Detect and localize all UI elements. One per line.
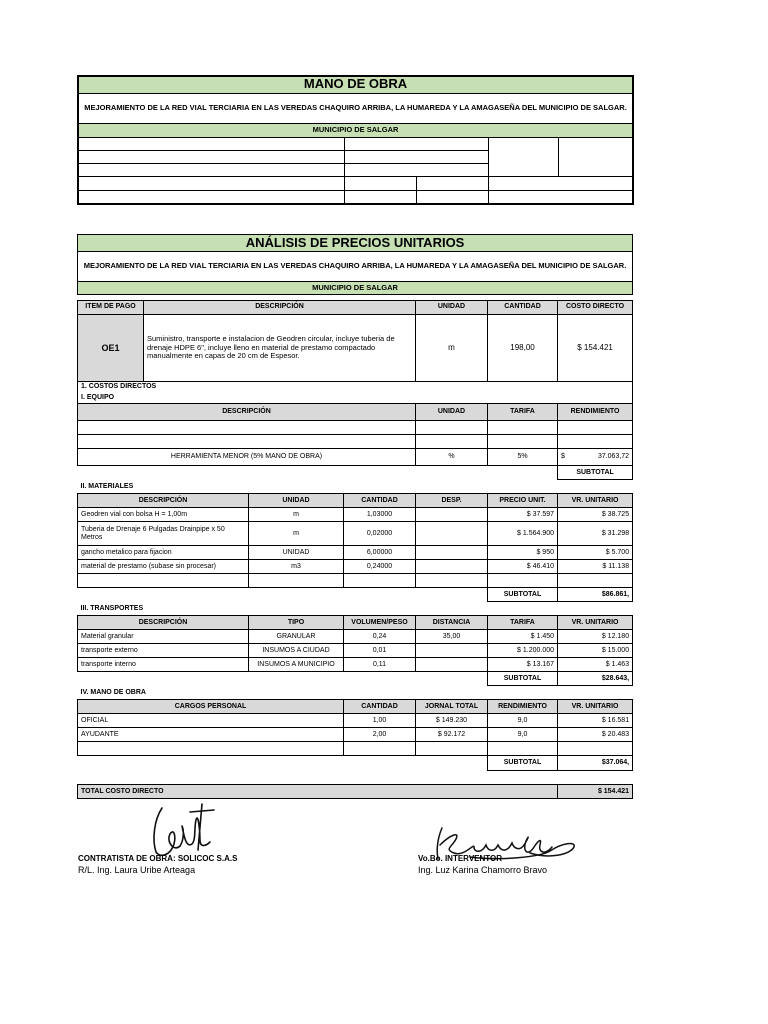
- interventor-block: [418, 854, 547, 875]
- total-label: TOTAL COSTO DIRECTO: [78, 785, 558, 799]
- table-row: gancho metalico para fijacion UNIDAD 6,00000 $ 950 $ 5.700: [78, 546, 633, 560]
- equipo-unidad: %: [416, 449, 488, 466]
- tr-header-desc: DESCRIPCIÓN: [78, 616, 249, 630]
- mat-header-precio: PRECIO UNIT.: [488, 494, 558, 508]
- equipo-header-unidad: UNIDAD: [416, 404, 488, 421]
- mo-header-rend: RENDIMIENTO: [488, 700, 558, 714]
- tr-subtotal-label: SUBTOTAL: [488, 672, 558, 686]
- mat-header-unidad: UNIDAD: [249, 494, 344, 508]
- mat-subtotal: $86.861,: [558, 588, 633, 602]
- mo-header-vr: VR. UNITARIO: [558, 700, 633, 714]
- header-costo-directo: COSTO DIRECTO: [558, 301, 633, 315]
- tr-header-tarifa: TARIFA: [488, 616, 558, 630]
- equipo-header-rend: RENDIMIENTO: [558, 404, 633, 421]
- item-description: Suministro, transporte e instalacion de Geodren circular, incluye tuberia de drenaje HDPE 6", incluye lleno en material de prestamo compactado manualmente en capas de 20 cm de Espesor.: [144, 315, 416, 382]
- tr-subtotal: $28.643,: [558, 672, 633, 686]
- mo-header-cargos: CARGOS PERSONAL: [78, 700, 344, 714]
- header-unidad: UNIDAD: [416, 301, 488, 315]
- mat-header-desc: DESCRIPCIÓN: [78, 494, 249, 508]
- mat-header-vr: VR. UNITARIO: [558, 494, 633, 508]
- mat-header-cantidad: CANTIDAD: [344, 494, 416, 508]
- mo-subtotal: $37.064,: [558, 756, 633, 771]
- equipo-header-tarifa: TARIFA: [488, 404, 558, 421]
- apu-municipio: MUNICIPIO DE SALGAR: [78, 282, 633, 295]
- apu-table: [77, 234, 633, 799]
- table-row: Material granular GRANULAR 0,24 35,00 $ 1.450 $ 12.180: [78, 630, 633, 644]
- costos-directos-label: 1. COSTOS DIRECTOS: [78, 382, 633, 393]
- contratista-label: CONTRATISTA DE OBRA: SOLICOC S.A.S: [78, 854, 238, 863]
- table-row: material de prestamo (subase sin procesar) m3 0,24000 $ 46.410 $ 11.138: [78, 560, 633, 574]
- header-descripcion: DESCRIPCIÓN: [144, 301, 416, 315]
- mat-header-desp: DESP.: [416, 494, 488, 508]
- item-code: OE1: [78, 315, 144, 382]
- tr-header-tipo: TIPO: [249, 616, 344, 630]
- table-row: OFICIAL 1,00 $ 149.230 9,0 $ 16.581: [78, 714, 633, 728]
- mo-subtotal-label: SUBTOTAL: [488, 756, 558, 771]
- mano-obra-section-label: IV. MANO DE OBRA: [80, 688, 146, 696]
- mano-de-obra-table: [77, 75, 634, 205]
- equipo-header-desc: DESCRIPCIÓN: [78, 404, 416, 421]
- table-row: Geodren vial con bolsa H = 1,00m m 1,03000 $ 37.597 $ 38.725: [78, 508, 633, 522]
- materiales-label: II. MATERIALES: [80, 482, 134, 490]
- item-cantidad: 198,00: [488, 315, 558, 382]
- header-item: ITEM DE PAGO: [78, 301, 144, 315]
- item-costo: $ 154.421: [558, 315, 633, 382]
- mat-subtotal-label: SUBTOTAL: [488, 588, 558, 602]
- tr-header-dist: DISTANCIA: [416, 616, 488, 630]
- contratista-signature-icon: [140, 800, 220, 862]
- table-row: transporte interno INSUMOS A MUNICIPIO 0,11 $ 13.167 $ 1.463: [78, 658, 633, 672]
- transportes-label: III. TRANSPORTES: [80, 604, 144, 612]
- table-row: AYUDANTE 2,00 $ 92.172 9,0 $ 20.483: [78, 728, 633, 742]
- interventor-name: Ing. Luz Karina Chamorro Bravo: [418, 865, 548, 875]
- apu-title: ANÁLISIS DE PRECIOS UNITARIOS: [78, 235, 633, 252]
- equipo-label: I. EQUIPO: [78, 393, 633, 404]
- header-cantidad: CANTIDAD: [488, 301, 558, 315]
- interventor-label: Vo.Bo. INTERVENTOR: [418, 854, 503, 863]
- equipo-row: [78, 449, 633, 466]
- tr-header-vol: VOLUMEN/PESO: [344, 616, 416, 630]
- mo-header-cantidad: CANTIDAD: [344, 700, 416, 714]
- mo-header-jornal: JORNAL TOTAL: [416, 700, 488, 714]
- total-value: $ 154.421: [558, 785, 633, 799]
- contratista-name: R/L. Ing. Laura Uribe Arteaga: [78, 865, 196, 875]
- mano-de-obra-municipio: MUNICIPIO DE SALGAR: [78, 123, 633, 137]
- equipo-rend: $ 37.063,72: [558, 449, 633, 466]
- mano-de-obra-project: MEJORAMIENTO DE LA RED VIAL TERCIARIA EN LAS VEREDAS CHAQUIRO ARRIBA, LA HUMAREDA Y LA AMAGASEÑA DEL MUNICIPIO DE SALGAR.: [78, 93, 633, 123]
- equipo-subtotal-label: SUBTOTAL: [558, 466, 633, 480]
- item-unidad: m: [416, 315, 488, 382]
- apu-project: MEJORAMIENTO DE LA RED VIAL TERCIARIA EN LAS VEREDAS CHAQUIRO ARRIBA, LA HUMAREDA Y LA AMAGASEÑA DEL MUNICIPIO DE SALGAR.: [78, 252, 633, 282]
- mano-de-obra-title: MANO DE OBRA: [78, 76, 633, 93]
- equipo-desc: HERRAMIENTA MENOR (5% MANO DE OBRA): [78, 449, 416, 466]
- table-row: Tuberia de Drenaje 6 Pulgadas Drainpipe x 50 Metros m 0,02000 $ 1.564.900 $ 31.298: [78, 522, 633, 546]
- tr-header-vr: VR. UNITARIO: [558, 616, 633, 630]
- equipo-tarifa: 5%: [488, 449, 558, 466]
- contratista-block: [78, 854, 237, 875]
- table-row: transporte externo INSUMOS A CIUDAD 0,01 $ 1.200.000 $ 15.000: [78, 644, 633, 658]
